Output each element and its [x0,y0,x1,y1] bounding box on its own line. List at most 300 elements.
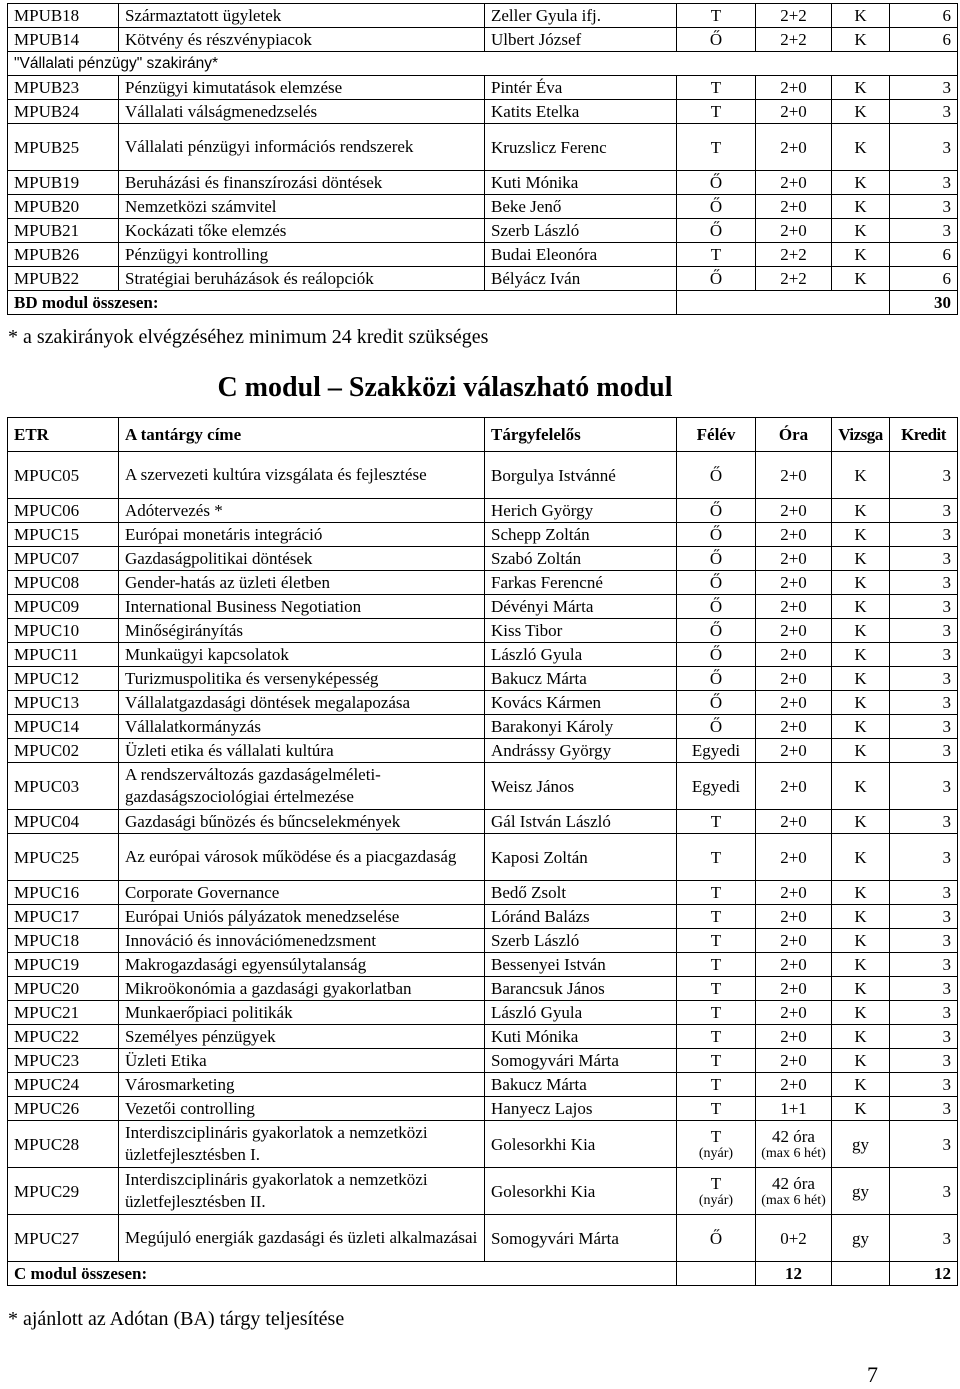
specialization-note: * a szakirányok elvégzéséhez minimum 24 kredit szükséges [8,326,489,348]
course-term: Ő [677,499,756,523]
table-row [8,195,958,219]
table-row [8,523,958,547]
course-teacher: Budai Eleonóra [485,243,677,267]
table-row [8,1025,958,1049]
course-title: A szervezeti kultúra vizsgálata és fejlesztése [119,452,485,499]
table-row [8,929,958,953]
course-title: Megújuló energiák gazdasági és üzleti alkalmazásai [119,1215,485,1262]
header-teacher: Tárgyfelelős [485,418,677,452]
total-credit: 30 [890,291,958,315]
course-exam: K [832,905,890,929]
table-row [8,763,958,810]
course-credit: 3 [890,195,958,219]
course-teacher: Herich György [485,499,677,523]
course-hours: 2+0 [756,195,832,219]
course-exam: K [832,953,890,977]
course-teacher: László Gyula [485,643,677,667]
course-term: T [677,977,756,1001]
course-term: Ő [677,595,756,619]
course-term: T [677,76,756,100]
table-row [8,219,958,243]
course-exam: K [832,1097,890,1121]
course-teacher: Pintér Éva [485,76,677,100]
course-code: MPUC04 [8,810,119,834]
course-exam: K [832,267,890,291]
course-credit: 3 [890,1168,958,1215]
course-hours: 2+0 [756,499,832,523]
course-teacher: Zeller Gyula ifj. [485,4,677,28]
course-credit: 3 [890,715,958,739]
course-teacher: Beke Jenő [485,195,677,219]
table-row [8,691,958,715]
course-teacher: Bakucz Márta [485,1073,677,1097]
table-row [8,1121,958,1168]
course-exam: K [832,76,890,100]
course-title: Innováció és innovációmenedzsment [119,929,485,953]
course-code: MPUB22 [8,267,119,291]
course-term: T [677,4,756,28]
course-term [677,1121,756,1168]
table-row [8,1215,958,1262]
course-title: Az európai városok működése és a piacgazdaság [119,834,485,881]
course-term: T [677,1049,756,1073]
course-teacher: Andrássy György [485,739,677,763]
course-title: Személyes pénzügyek [119,1025,485,1049]
table-row [8,4,958,28]
course-term: Ő [677,643,756,667]
header-exam: Vizsga [832,418,890,452]
course-term: T [677,124,756,171]
course-hours: 2+0 [756,1001,832,1025]
course-exam: K [832,881,890,905]
table-row [8,1168,958,1215]
header-term: Félév [677,418,756,452]
course-teacher: Borgulya Istvánné [485,452,677,499]
table-row [8,267,958,291]
module-c-title: C modul – Szakközi válaszható modul [217,372,673,403]
course-title: Vállalatkormányzás [119,715,485,739]
course-credit: 3 [890,100,958,124]
course-teacher: Kovács Kármen [485,691,677,715]
course-term: Ő [677,523,756,547]
course-hours: 2+0 [756,219,832,243]
course-credit: 3 [890,1121,958,1168]
course-code: MPUC02 [8,739,119,763]
course-term: T [677,243,756,267]
course-code: MPUC17 [8,905,119,929]
table-row [8,243,958,267]
course-code: MPUC10 [8,619,119,643]
table-row [8,667,958,691]
course-credit: 3 [890,643,958,667]
course-hours: 2+0 [756,571,832,595]
course-title: Gender-hatás az üzleti életben [119,571,485,595]
table-row [8,76,958,100]
course-title: Pénzügyi kimutatások elemzése [119,76,485,100]
course-hours: 2+0 [756,643,832,667]
course-teacher: Kiss Tibor [485,619,677,643]
page-number: 7 [867,1362,878,1387]
total-empty [677,291,890,315]
course-code: MPUC08 [8,571,119,595]
course-credit: 3 [890,571,958,595]
course-credit: 6 [890,28,958,52]
course-credit: 3 [890,547,958,571]
course-exam: K [832,171,890,195]
table-row [8,595,958,619]
module-c-table [7,417,958,1286]
course-title: Városmarketing [119,1073,485,1097]
table-row [8,977,958,1001]
course-exam: K [832,1049,890,1073]
course-code: MPUC29 [8,1168,119,1215]
course-term: T [677,881,756,905]
course-teacher: Katits Etelka [485,100,677,124]
course-code: MPUC22 [8,1025,119,1049]
course-exam: K [832,667,890,691]
course-exam: K [832,100,890,124]
course-title: Vállalatgazdasági döntések megalapozása [119,691,485,715]
course-credit: 3 [890,1025,958,1049]
course-hours: 2+0 [756,124,832,171]
course-credit: 3 [890,452,958,499]
course-code: MPUC05 [8,452,119,499]
course-teacher: Somogyvári Márta [485,1049,677,1073]
table-row [8,905,958,929]
course-code: MPUB19 [8,171,119,195]
course-teacher: Kaposi Zoltán [485,834,677,881]
course-term: Ő [677,1215,756,1262]
course-hours: 2+2 [756,4,832,28]
course-code: MPUC19 [8,953,119,977]
course-term-value: T [710,1173,722,1193]
course-teacher: Hanyecz Lajos [485,1097,677,1121]
course-exam: gy [832,1121,890,1168]
course-credit: 3 [890,619,958,643]
course-exam: K [832,124,890,171]
course-hours: 2+2 [756,267,832,291]
course-term-note: (nyár) [698,1145,734,1161]
course-code: MPUC21 [8,1001,119,1025]
course-teacher: Lóránd Balázs [485,905,677,929]
table-row [8,100,958,124]
course-credit: 3 [890,691,958,715]
course-teacher: Weisz János [485,763,677,810]
course-hours: 2+0 [756,691,832,715]
course-title: Turizmuspolitika és versenyképesség [119,667,485,691]
table-row [8,643,958,667]
course-teacher: Szerb László [485,929,677,953]
course-exam: K [832,929,890,953]
course-exam: K [832,195,890,219]
course-title: Interdiszciplináris gyakorlatok a nemzetközi üzletfejlesztésben II. [119,1168,485,1215]
course-credit: 3 [890,977,958,1001]
course-term: T [677,929,756,953]
course-exam: K [832,4,890,28]
course-term: Ő [677,219,756,243]
course-credit: 3 [890,763,958,810]
course-title: Vállalati válságmenedzselés [119,100,485,124]
course-credit: 3 [890,171,958,195]
course-term: Ő [677,571,756,595]
course-hours: 2+0 [756,905,832,929]
course-credit: 3 [890,1215,958,1262]
course-credit: 6 [890,267,958,291]
course-term: Ő [677,667,756,691]
course-exam: K [832,1001,890,1025]
course-code: MPUC24 [8,1073,119,1097]
course-code: MPUB18 [8,4,119,28]
course-teacher: Kruzslicz Ferenc [485,124,677,171]
course-title: Vállalati pénzügyi információs rendszerek [119,124,485,171]
course-title: A rendszerváltozás gazdaságelméleti-gazdaságszociológiai értelmezése [119,763,485,810]
course-teacher: Schepp Zoltán [485,523,677,547]
course-title: Makrogazdasági egyensúlytalanság [119,953,485,977]
total-hours: 12 [756,1262,832,1286]
course-term: T [677,953,756,977]
course-exam: K [832,499,890,523]
course-term: T [677,810,756,834]
course-teacher: Somogyvári Márta [485,1215,677,1262]
course-credit: 3 [890,1049,958,1073]
course-teacher: Kuti Mónika [485,1025,677,1049]
course-code: MPUC28 [8,1121,119,1168]
course-teacher: Farkas Ferencné [485,571,677,595]
course-code: MPUC18 [8,929,119,953]
course-hours: 2+0 [756,452,832,499]
course-term: Ő [677,171,756,195]
table-row [8,28,958,52]
course-credit: 3 [890,219,958,243]
course-code: MPUC14 [8,715,119,739]
course-hours-value: 42 óra [772,1126,815,1146]
course-code: MPUC15 [8,523,119,547]
course-credit: 3 [890,667,958,691]
course-exam: K [832,619,890,643]
course-credit: 3 [890,881,958,905]
course-credit: 3 [890,499,958,523]
course-code: MPUB26 [8,243,119,267]
course-credit: 6 [890,4,958,28]
course-exam: K [832,643,890,667]
course-exam: K [832,1025,890,1049]
course-teacher: Kuti Mónika [485,171,677,195]
table-row [8,452,958,499]
course-term: Egyedi [677,763,756,810]
course-exam: K [832,739,890,763]
course-exam: K [832,243,890,267]
course-term: T [677,1073,756,1097]
course-title: Vezetői controlling [119,1097,485,1121]
course-exam: K [832,452,890,499]
course-hours: 2+2 [756,243,832,267]
course-hours: 2+0 [756,715,832,739]
course-teacher: Golesorkhi Kia [485,1121,677,1168]
course-hours: 2+0 [756,953,832,977]
course-code: MPUB14 [8,28,119,52]
course-credit: 3 [890,1097,958,1121]
course-hours: 2+0 [756,76,832,100]
table-row [8,1097,958,1121]
course-title: Kockázati tőke elemzés [119,219,485,243]
course-credit: 3 [890,834,958,881]
course-code: MPUB20 [8,195,119,219]
course-hours: 2+2 [756,28,832,52]
course-hours: 2+0 [756,547,832,571]
course-term-note: (nyár) [698,1192,734,1208]
course-hours: 2+0 [756,929,832,953]
table-row [8,171,958,195]
course-code: MPUB25 [8,124,119,171]
course-code: MPUC07 [8,547,119,571]
course-term: T [677,1097,756,1121]
total-term [677,1262,756,1286]
course-hours: 1+1 [756,1097,832,1121]
course-credit: 3 [890,739,958,763]
section-heading: "Vállalati pénzügy" szakirány* [8,52,958,76]
table-row [8,1073,958,1097]
table-row [8,124,958,171]
course-hours-value: 42 óra [772,1173,815,1193]
course-hours: 2+0 [756,763,832,810]
course-hours: 2+0 [756,667,832,691]
course-teacher: Bélyácz Iván [485,267,677,291]
course-title: Pénzügyi kontrolling [119,243,485,267]
table-row [8,619,958,643]
course-credit: 3 [890,76,958,100]
table-row [8,953,958,977]
course-code: MPUC06 [8,499,119,523]
course-code: MPUB23 [8,76,119,100]
course-title: Kötvény és részvénypiacok [119,28,485,52]
table-row [8,881,958,905]
course-title: Adótervezés * [119,499,485,523]
course-title: Munkaügyi kapcsolatok [119,643,485,667]
course-code: MPUC09 [8,595,119,619]
course-term: Ő [677,28,756,52]
course-hours-note: (max 6 hét) [761,1192,826,1208]
table-row [8,547,958,571]
course-credit: 3 [890,595,958,619]
course-title: Gazdasági bűnözés és bűncselekmények [119,810,485,834]
course-credit: 3 [890,810,958,834]
course-hours: 2+0 [756,1073,832,1097]
header-credit: Kredit [890,418,958,452]
total-label: BD modul összesen: [8,291,677,315]
course-title: Stratégiai beruházások és reálopciók [119,267,485,291]
table-row [8,810,958,834]
course-exam: K [832,595,890,619]
course-exam: gy [832,1168,890,1215]
course-term: T [677,1025,756,1049]
course-code: MPUC27 [8,1215,119,1262]
course-title: Európai monetáris integráció [119,523,485,547]
course-term: T [677,100,756,124]
course-exam: K [832,219,890,243]
course-hours: 2+0 [756,810,832,834]
table-row [8,1049,958,1073]
course-code: MPUC23 [8,1049,119,1073]
course-teacher: Golesorkhi Kia [485,1168,677,1215]
course-term: Ő [677,619,756,643]
course-term: Ő [677,452,756,499]
course-term: T [677,1001,756,1025]
course-code: MPUB24 [8,100,119,124]
course-teacher: Barancsuk János [485,977,677,1001]
course-term: Ő [677,195,756,219]
table-row [8,571,958,595]
header-title: A tantárgy címe [119,418,485,452]
course-title: Beruházási és finanszírozási döntések [119,171,485,195]
course-term: T [677,905,756,929]
course-credit: 3 [890,523,958,547]
course-title: International Business Negotiation [119,595,485,619]
course-hours: 2+0 [756,523,832,547]
course-term: Ő [677,715,756,739]
course-title: Európai Uniós pályázatok menedzselése [119,905,485,929]
table-row [8,715,958,739]
course-credit: 6 [890,243,958,267]
course-exam: K [832,810,890,834]
course-hours: 2+0 [756,1025,832,1049]
course-term: Ő [677,267,756,291]
course-code: MPUB21 [8,219,119,243]
course-term: T [677,834,756,881]
course-title: Mikroökonómia a gazdasági gyakorlatban [119,977,485,1001]
course-term: Egyedi [677,739,756,763]
course-code: MPUC20 [8,977,119,1001]
tax-note: * ajánlott az Adótan (BA) tárgy teljesítése [8,1308,345,1330]
course-title: Gazdaságpolitikai döntések [119,547,485,571]
table-header-row [8,418,958,452]
course-title: Üzleti Etika [119,1049,485,1073]
course-teacher: Barakonyi Károly [485,715,677,739]
course-teacher: Ulbert József [485,28,677,52]
course-exam: K [832,523,890,547]
course-hours-note: (max 6 hét) [761,1145,826,1161]
course-exam: K [832,763,890,810]
course-code: MPUC03 [8,763,119,810]
course-teacher: Bessenyei István [485,953,677,977]
course-hours: 2+0 [756,881,832,905]
course-exam: K [832,1073,890,1097]
course-credit: 3 [890,905,958,929]
course-hours: 2+0 [756,100,832,124]
course-teacher: Gál István László [485,810,677,834]
total-label: C modul összesen: [8,1262,677,1286]
total-row [8,1262,958,1286]
course-exam: K [832,715,890,739]
course-hours: 0+2 [756,1215,832,1262]
course-hours [756,1121,832,1168]
course-code: MPUC16 [8,881,119,905]
course-teacher: Dévényi Márta [485,595,677,619]
course-term: Ő [677,547,756,571]
header-code: ETR [8,418,119,452]
course-exam: K [832,571,890,595]
course-hours: 2+0 [756,834,832,881]
header-hours: Óra [756,418,832,452]
course-teacher: László Gyula [485,1001,677,1025]
course-hours: 2+0 [756,595,832,619]
course-credit: 3 [890,929,958,953]
course-hours: 2+0 [756,619,832,643]
course-hours [756,1168,832,1215]
course-term [677,1168,756,1215]
total-credit: 12 [890,1262,958,1286]
course-hours: 2+0 [756,1049,832,1073]
course-title: Származtatott ügyletek [119,4,485,28]
